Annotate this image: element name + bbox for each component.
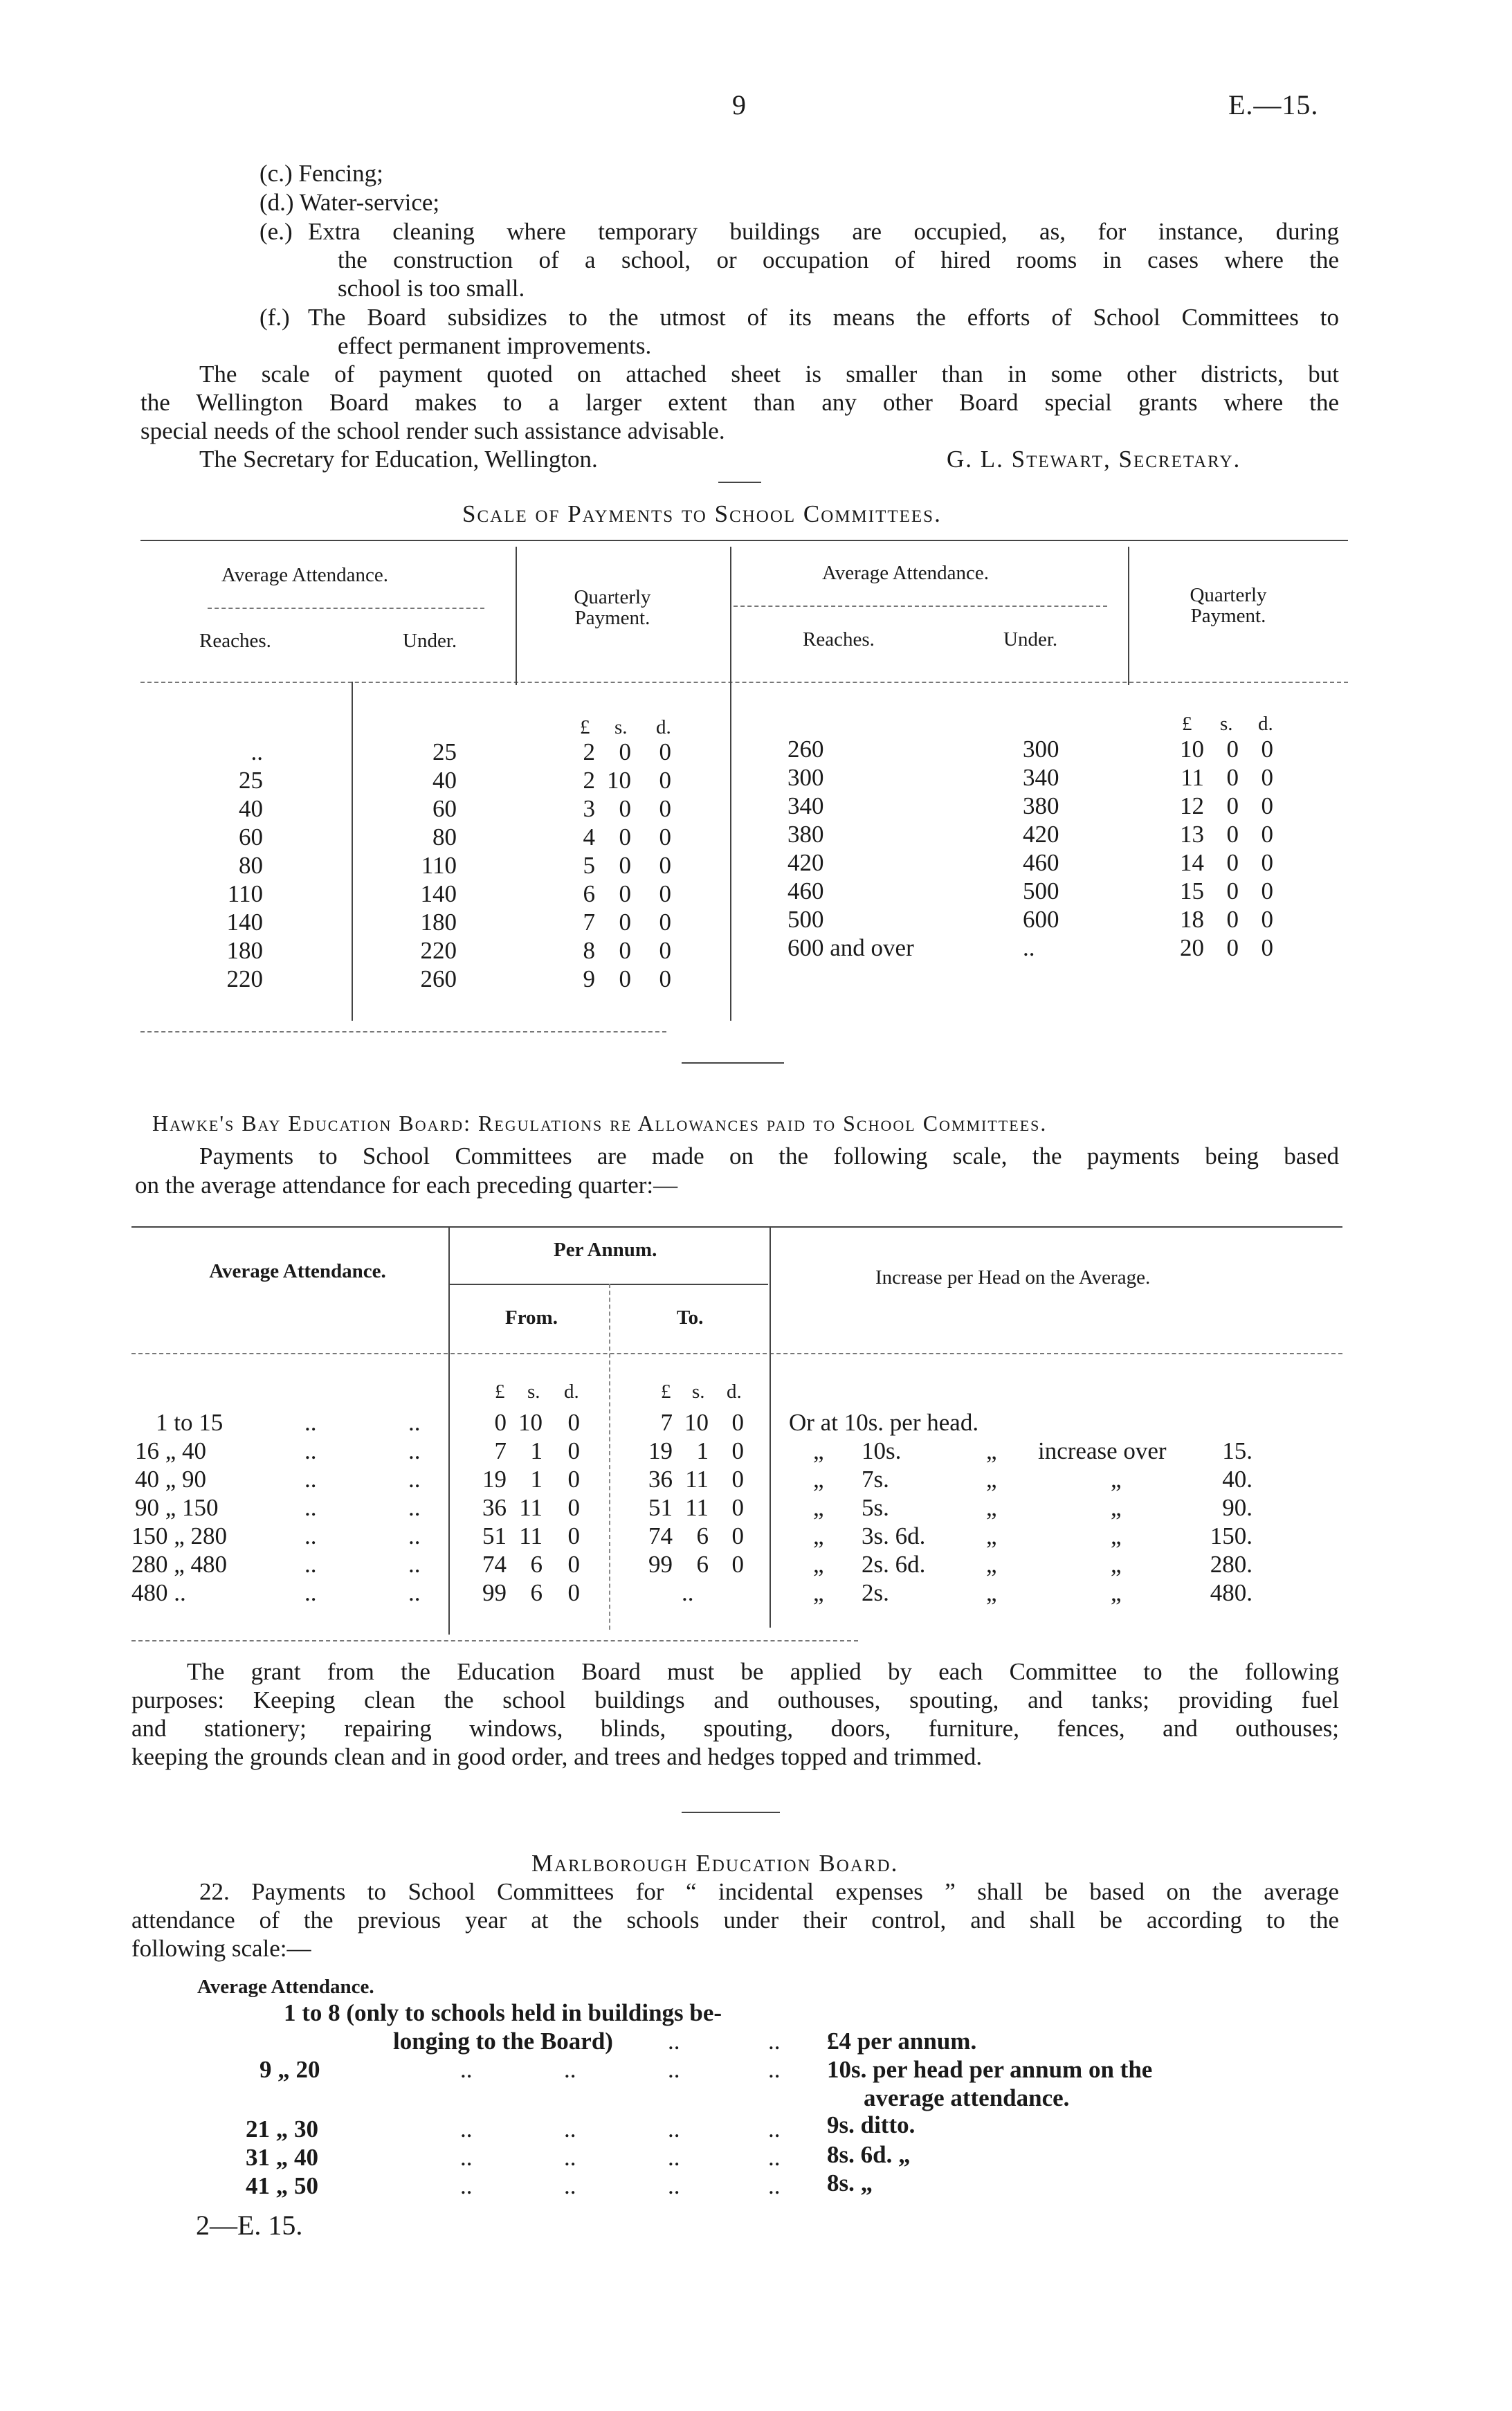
leader-dots: .. [460, 2116, 473, 2142]
cell-under: 110 [421, 852, 457, 879]
ditto-mark: „ [986, 1494, 997, 1521]
col-divider [609, 1284, 610, 1630]
cell-to-shillings: 6 [696, 1551, 709, 1578]
cell-pence: 0 [1261, 821, 1273, 848]
leader-dots: .. [408, 1409, 421, 1436]
table-header-rule [131, 1353, 1342, 1354]
cell-pence: 0 [1261, 849, 1273, 876]
note-line-1: The scale of payment quoted on attached sheet is smaller than in some other districts, but [199, 361, 1339, 388]
cell-from-pence: 0 [567, 1437, 580, 1464]
leader-dots: .. [668, 2116, 680, 2142]
marlborough-intro-3: following scale:— [131, 1935, 311, 1962]
cell-from-pence: 0 [567, 1522, 580, 1549]
cell-to-pence: 0 [731, 1494, 744, 1521]
item-mark: (c.) [259, 160, 293, 187]
header-average-attendance: Average Attendance. [209, 1260, 386, 1282]
cell-to-shillings: 1 [696, 1437, 709, 1464]
item-text: Fencing; [298, 160, 383, 187]
header-increase-per-head: Increase per Head on the Average. [875, 1266, 1151, 1289]
hawkes-intro-2: on the average attendance for each preceding quarter:— [135, 1172, 678, 1199]
cell-pence: 0 [659, 852, 671, 879]
cell-reaches: 80 [239, 852, 263, 879]
leader-dots: .. [304, 1466, 317, 1493]
cell-pence: 0 [659, 738, 671, 765]
cell-attendance: 16 „ 40 [135, 1437, 207, 1464]
cell-from-pence: 0 [567, 1494, 580, 1521]
marlborough-intro-2: attendance of the previous year at the schools under their control, and shall be according to the [131, 1907, 1339, 1934]
cell-from-shillings: 11 [519, 1522, 543, 1549]
cell-shillings: 0 [1226, 764, 1239, 791]
cell-pounds: 2 [583, 738, 595, 765]
col-divider [448, 1226, 450, 1635]
currency-pounds: £ [580, 716, 590, 738]
cell-shillings: 0 [1226, 792, 1239, 819]
cell-shillings: 0 [1226, 849, 1239, 876]
cell-under: 260 [420, 965, 457, 992]
row-payment-cont: average attendance. [864, 2084, 1070, 2111]
leader-dots: .. [408, 1494, 421, 1521]
currency-pounds: £ [1182, 713, 1192, 735]
table-top-rule [131, 1226, 1342, 1228]
ditto-mark: „ [813, 1494, 824, 1521]
ditto-mark: „ [986, 1466, 997, 1493]
signature-mark: 2—E. 15. [196, 2210, 303, 2241]
cell-shillings: 0 [619, 795, 631, 822]
item-text-e-2: the construction of a school, or occupation of hired rooms in cases where the [338, 246, 1339, 273]
cell-pounds: 11 [1181, 764, 1204, 791]
cell-under: 460 [1023, 849, 1059, 876]
row-payment: 8s. „ [827, 2169, 873, 2196]
cell-from-shillings: 10 [518, 1409, 543, 1436]
item-text-e-1: Extra cleaning where temporary buildings are occupied, as, for instance, during [308, 218, 1339, 245]
cell-under: 500 [1023, 877, 1059, 904]
cell-from-pence: 0 [567, 1409, 580, 1436]
currency-pence: d. [656, 716, 671, 738]
item-mark-e: (e.) [259, 218, 293, 245]
currency-pence: d. [727, 1381, 742, 1403]
ditto-mark: „ [813, 1466, 824, 1493]
cell-to-shillings: 11 [685, 1466, 709, 1493]
increase-over-label: increase over [1038, 1437, 1167, 1464]
section-divider [718, 482, 761, 483]
ditto-mark: „ [813, 1437, 824, 1464]
leader-dots: .. [408, 1551, 421, 1578]
header-average-attendance-left: Average Attendance. [221, 564, 389, 586]
section-divider [682, 1812, 780, 1813]
item-text-f-1: The Board subsidizes to the utmost of its means the efforts of School Committees to [308, 304, 1339, 331]
col-divider [730, 547, 731, 685]
leader-dots: .. [304, 1437, 317, 1464]
cell-reaches: 340 [787, 792, 824, 819]
cell-to-pounds: 99 [648, 1551, 673, 1578]
leader-dots: .. [768, 2116, 781, 2142]
cell-pounds: 2 [583, 767, 595, 794]
cell-rate: 2s. [862, 1579, 889, 1606]
hawkes-intro-1: Payments to School Committees are made on the following scale, the payments being based [199, 1143, 1339, 1170]
row-attendance: 21 „ 30 [246, 2116, 318, 2142]
cell-over: 40. [1222, 1466, 1253, 1493]
leader-dots: .. [408, 1437, 421, 1464]
cell-from-pounds: 0 [494, 1409, 507, 1436]
leader-dots: .. [768, 2144, 781, 2171]
leader-dots: .. [304, 1551, 317, 1578]
ditto-mark: „ [1111, 1522, 1122, 1549]
scale-table-title: Scale of Payments to School Committees. [462, 500, 942, 527]
ditto-mark: „ [1111, 1466, 1122, 1493]
currency-pence: d. [564, 1381, 579, 1403]
cell-pence: 0 [1261, 906, 1273, 933]
cell-to-shillings: 10 [684, 1409, 709, 1436]
cell-pence: 0 [1261, 764, 1273, 791]
currency-shillings: s. [614, 716, 628, 738]
cell-rate: 2s. 6d. [862, 1551, 926, 1578]
item-text: Water-service; [299, 189, 440, 216]
cell-shillings: 0 [619, 852, 631, 879]
cell-shillings: 0 [1226, 934, 1239, 961]
ditto-mark: „ [1111, 1579, 1122, 1606]
cell-from-shillings: 1 [530, 1437, 543, 1464]
table-header-rule [140, 682, 1348, 683]
cell-from-pence: 0 [567, 1579, 580, 1606]
currency-shillings: s. [527, 1381, 540, 1403]
marlborough-intro-1: 22. Payments to School Committees for “ incidental expenses ” shall be based on the average [199, 1878, 1339, 1905]
cell-shillings: 10 [607, 767, 631, 794]
cell-under: 380 [1023, 792, 1059, 819]
cell-from-shillings: 6 [530, 1551, 543, 1578]
cell-pounds: 12 [1180, 792, 1204, 819]
cell-under: 60 [432, 795, 457, 822]
cell-under: 140 [420, 880, 457, 907]
cell-rate: 5s. [862, 1494, 889, 1521]
cell-over: 480. [1210, 1579, 1253, 1606]
cell-attendance: 150 „ 280 [131, 1522, 228, 1549]
leader-dots: .. [768, 2028, 781, 2055]
cell-pounds: 5 [583, 852, 595, 879]
cell-pence: 0 [1261, 934, 1273, 961]
cell-rate: 10s. [862, 1437, 902, 1464]
leader-dots: .. [668, 2172, 680, 2199]
row-payment: 9s. ditto. [827, 2111, 916, 2138]
cell-pounds: 13 [1180, 821, 1204, 848]
list-item-c [259, 159, 383, 188]
cell-reaches: 500 [787, 906, 824, 933]
row-attendance: 31 „ 40 [246, 2144, 318, 2171]
cell-under: 420 [1023, 821, 1059, 848]
col-divider [516, 547, 517, 685]
cell-pence: 0 [659, 880, 671, 907]
cell-pence: 0 [1261, 877, 1273, 904]
list-item-d [259, 188, 439, 217]
cell-from-pounds: 99 [482, 1579, 507, 1606]
cell-shillings: 0 [619, 824, 631, 850]
cell-shillings: 0 [619, 937, 631, 964]
cell-pence: 0 [1261, 792, 1273, 819]
cell-under: 25 [432, 738, 457, 765]
leader-dots: .. [408, 1522, 421, 1549]
leader-dots: .. [564, 2056, 576, 2083]
cell-from-pence: 0 [567, 1466, 580, 1493]
col-divider [730, 682, 731, 1021]
grant-line-4: keeping the grounds clean and in good order, and trees and hedges topped and trimmed. [131, 1743, 983, 1770]
cell-pence: 0 [659, 937, 671, 964]
cell-pounds: 8 [583, 937, 595, 964]
cell-attendance: 480 .. [131, 1579, 186, 1606]
cell-reaches: .. [251, 738, 263, 765]
leader-dots: .. [304, 1494, 317, 1521]
cell-from-pounds: 51 [482, 1522, 507, 1549]
cell-pounds: 4 [583, 824, 595, 850]
row-attendance: 1 to 8 (only to schools held in buildings be- [284, 1999, 722, 2026]
cell-under: 600 [1023, 906, 1059, 933]
cell-to-pence: 0 [731, 1437, 744, 1464]
cell-reaches: 110 [227, 880, 263, 907]
cell-to-pounds: 74 [648, 1522, 673, 1549]
ditto-mark: „ [1111, 1494, 1122, 1521]
cell-pounds: 14 [1180, 849, 1204, 876]
cell-reaches: 260 [787, 736, 824, 763]
cell-under: 80 [432, 824, 457, 850]
cell-attendance: 90 „ 150 [135, 1494, 219, 1521]
table-top-rule [140, 540, 1348, 541]
cell-from-pounds: 19 [482, 1466, 507, 1493]
cell-pence: 0 [659, 795, 671, 822]
header-under-left: Under. [403, 630, 457, 652]
cell-to-pence: 0 [731, 1466, 744, 1493]
cell-to-pounds: 19 [648, 1437, 673, 1464]
cell-rate: 7s. [862, 1466, 889, 1493]
cell-under: 300 [1023, 736, 1059, 763]
grant-line-2: purposes: Keeping clean the school buildings and outhouses, spouting, and tanks; providing fuel [131, 1686, 1339, 1713]
leader-dots: .. [768, 2172, 781, 2199]
addressee: The Secretary for Education, Wellington. [199, 446, 598, 473]
header-per-annum: Per Annum. [554, 1239, 657, 1261]
col-divider [352, 682, 353, 1021]
cell-to-pence: 0 [731, 1551, 744, 1578]
leader-dots: .. [460, 2144, 473, 2171]
cell-to-shillings: 6 [696, 1522, 709, 1549]
row-payment: £4 per annum. [827, 2028, 977, 2055]
section-divider [682, 1062, 784, 1064]
item-text-f-2: effect permanent improvements. [338, 332, 652, 359]
header-sub-rule-left [208, 608, 484, 609]
cell-under: 40 [432, 767, 457, 794]
cell-over: 150. [1210, 1522, 1253, 1549]
ditto-mark: „ [813, 1579, 824, 1606]
cell-to-shillings: 11 [685, 1494, 709, 1521]
cell-reaches: 140 [226, 909, 263, 936]
cell-pounds: 6 [583, 880, 595, 907]
cell-under: .. [1023, 934, 1035, 961]
cell-shillings: 0 [619, 909, 631, 936]
cell-reaches: 40 [239, 795, 263, 822]
row-attendance: 41 „ 50 [246, 2172, 318, 2199]
ditto-mark: „ [813, 1522, 824, 1549]
leader-dots: .. [304, 1409, 317, 1436]
cell-from-pounds: 36 [482, 1494, 507, 1521]
grant-line-3: and stationery; repairing windows, blinds, spouting, doors, furniture, fences, and outhouses; [131, 1715, 1339, 1742]
header-quarterly-payment-left: Quarterly Payment. [574, 586, 651, 629]
ditto-mark: „ [813, 1551, 824, 1578]
cell-pence: 0 [659, 909, 671, 936]
cell-pounds: 3 [583, 795, 595, 822]
cell-to-pounds: 36 [648, 1466, 673, 1493]
cell-reaches: 600 and over [787, 934, 914, 961]
cell-from-shillings: 11 [519, 1494, 543, 1521]
row-payment: 8s. 6d. „ [827, 2141, 911, 2168]
currency-pence: d. [1258, 713, 1273, 735]
hawkes-bay-title: Hawke's Bay Education Board: Regulations re Allowances paid to School Committees. [152, 1111, 1048, 1136]
cell-pounds: 20 [1180, 934, 1204, 961]
header-under-right: Under. [1003, 628, 1058, 650]
cell-shillings: 0 [619, 965, 631, 992]
leader-dots: .. [668, 2056, 680, 2083]
cell-over: 15. [1222, 1437, 1253, 1464]
cell-shillings: 0 [619, 738, 631, 765]
cell-reaches: 180 [226, 937, 263, 964]
currency-shillings: s. [692, 1381, 705, 1403]
leader-dots: .. [768, 2056, 781, 2083]
cell-under: 340 [1023, 764, 1059, 791]
leader-dots: .. [460, 2172, 473, 2199]
ditto-mark: „ [986, 1437, 997, 1464]
note-line-3: special needs of the school render such assistance advisable. [140, 417, 725, 444]
cell-attendance: 1 to 15 [156, 1409, 224, 1436]
currency-shillings: s. [1220, 713, 1233, 735]
cell-from-shillings: 6 [530, 1579, 543, 1606]
col-divider [1128, 547, 1129, 685]
cell-pence: 0 [659, 767, 671, 794]
header-from: From. [505, 1307, 558, 1329]
cell-to-pounds: 51 [648, 1494, 673, 1521]
leader-dots: .. [564, 2144, 576, 2171]
cell-over: 90. [1222, 1494, 1253, 1521]
leader-dots: .. [304, 1579, 317, 1606]
cell-to-pence: 0 [731, 1409, 744, 1436]
leader-dots: .. [304, 1522, 317, 1549]
cell-to-pounds: .. [682, 1579, 694, 1606]
leader-dots: .. [564, 2172, 576, 2199]
leader-dots: .. [668, 2144, 680, 2171]
item-text-e-3: school is too small. [338, 275, 525, 302]
leader-dots: .. [668, 2028, 680, 2055]
cell-increase: Or at 10s. per head. [789, 1409, 979, 1436]
average-attendance-label: Average Attendance. [197, 1976, 374, 1998]
cell-pence: 0 [659, 824, 671, 850]
cell-rate: 3s. 6d. [862, 1522, 926, 1549]
currency-pounds: £ [495, 1381, 505, 1403]
row-payment: 10s. per head per annum on the [827, 2056, 1153, 2083]
secretary-signature: G. L. Stewart, Secretary. [947, 446, 1241, 473]
ditto-mark: „ [1111, 1551, 1122, 1578]
cell-under: 220 [420, 937, 457, 964]
header-to: To. [677, 1307, 704, 1329]
leader-dots: .. [460, 2056, 473, 2083]
cell-attendance: 40 „ 90 [135, 1466, 207, 1493]
leader-dots: .. [408, 1579, 421, 1606]
ditto-mark: „ [986, 1551, 997, 1578]
table-bottom-rule [140, 1031, 666, 1032]
cell-pounds: 9 [583, 965, 595, 992]
row-attendance-cont: longing to the Board) [393, 2028, 613, 2055]
cell-from-pounds: 74 [482, 1551, 507, 1578]
page-number: 9 [732, 89, 747, 120]
header-reaches-right: Reaches. [803, 628, 875, 650]
header-sub-rule-right [734, 606, 1107, 607]
item-mark: (d.) [259, 189, 294, 216]
cell-reaches: 380 [787, 821, 824, 848]
cell-pounds: 7 [583, 909, 595, 936]
cell-from-pence: 0 [567, 1551, 580, 1578]
marlborough-title: Marlborough Education Board. [531, 1850, 899, 1877]
grant-line-1: The grant from the Education Board must be applied by each Committee to the following [187, 1658, 1339, 1685]
cell-from-shillings: 1 [530, 1466, 543, 1493]
cell-over: 280. [1210, 1551, 1253, 1578]
cell-reaches: 220 [226, 965, 263, 992]
cell-pounds: 15 [1180, 877, 1204, 904]
ditto-mark: „ [986, 1522, 997, 1549]
cell-pounds: 10 [1180, 736, 1204, 763]
cell-reaches: 300 [787, 764, 824, 791]
row-attendance: 9 „ 20 [259, 2056, 320, 2083]
cell-reaches: 60 [239, 824, 263, 850]
document-reference: E.—15. [1228, 89, 1319, 120]
col-divider [769, 1226, 771, 1628]
leader-dots: .. [408, 1466, 421, 1493]
cell-shillings: 0 [1226, 877, 1239, 904]
cell-reaches: 420 [787, 849, 824, 876]
header-average-attendance-right: Average Attendance. [822, 562, 990, 584]
currency-pounds: £ [661, 1381, 671, 1403]
cell-to-pounds: 7 [660, 1409, 673, 1436]
header-quarterly-payment-right: Quarterly Payment. [1190, 584, 1267, 627]
note-line-2: the Wellington Board makes to a larger extent than any other Board special grants where the [140, 389, 1339, 416]
cell-shillings: 0 [619, 880, 631, 907]
leader-dots: .. [564, 2116, 576, 2142]
ditto-mark: „ [986, 1579, 997, 1606]
cell-to-pence: 0 [731, 1522, 744, 1549]
table-bottom-rule [131, 1640, 858, 1641]
cell-from-pounds: 7 [494, 1437, 507, 1464]
cell-reaches: 25 [239, 767, 263, 794]
cell-attendance: 280 „ 480 [131, 1551, 228, 1578]
cell-pounds: 18 [1180, 906, 1204, 933]
cell-pence: 0 [659, 965, 671, 992]
header-reaches-left: Reaches. [199, 630, 271, 652]
cell-shillings: 0 [1226, 736, 1239, 763]
cell-under: 180 [420, 909, 457, 936]
cell-reaches: 460 [787, 877, 824, 904]
cell-shillings: 0 [1226, 906, 1239, 933]
item-mark-f: (f.) [259, 304, 290, 331]
cell-pence: 0 [1261, 736, 1273, 763]
cell-shillings: 0 [1226, 821, 1239, 848]
